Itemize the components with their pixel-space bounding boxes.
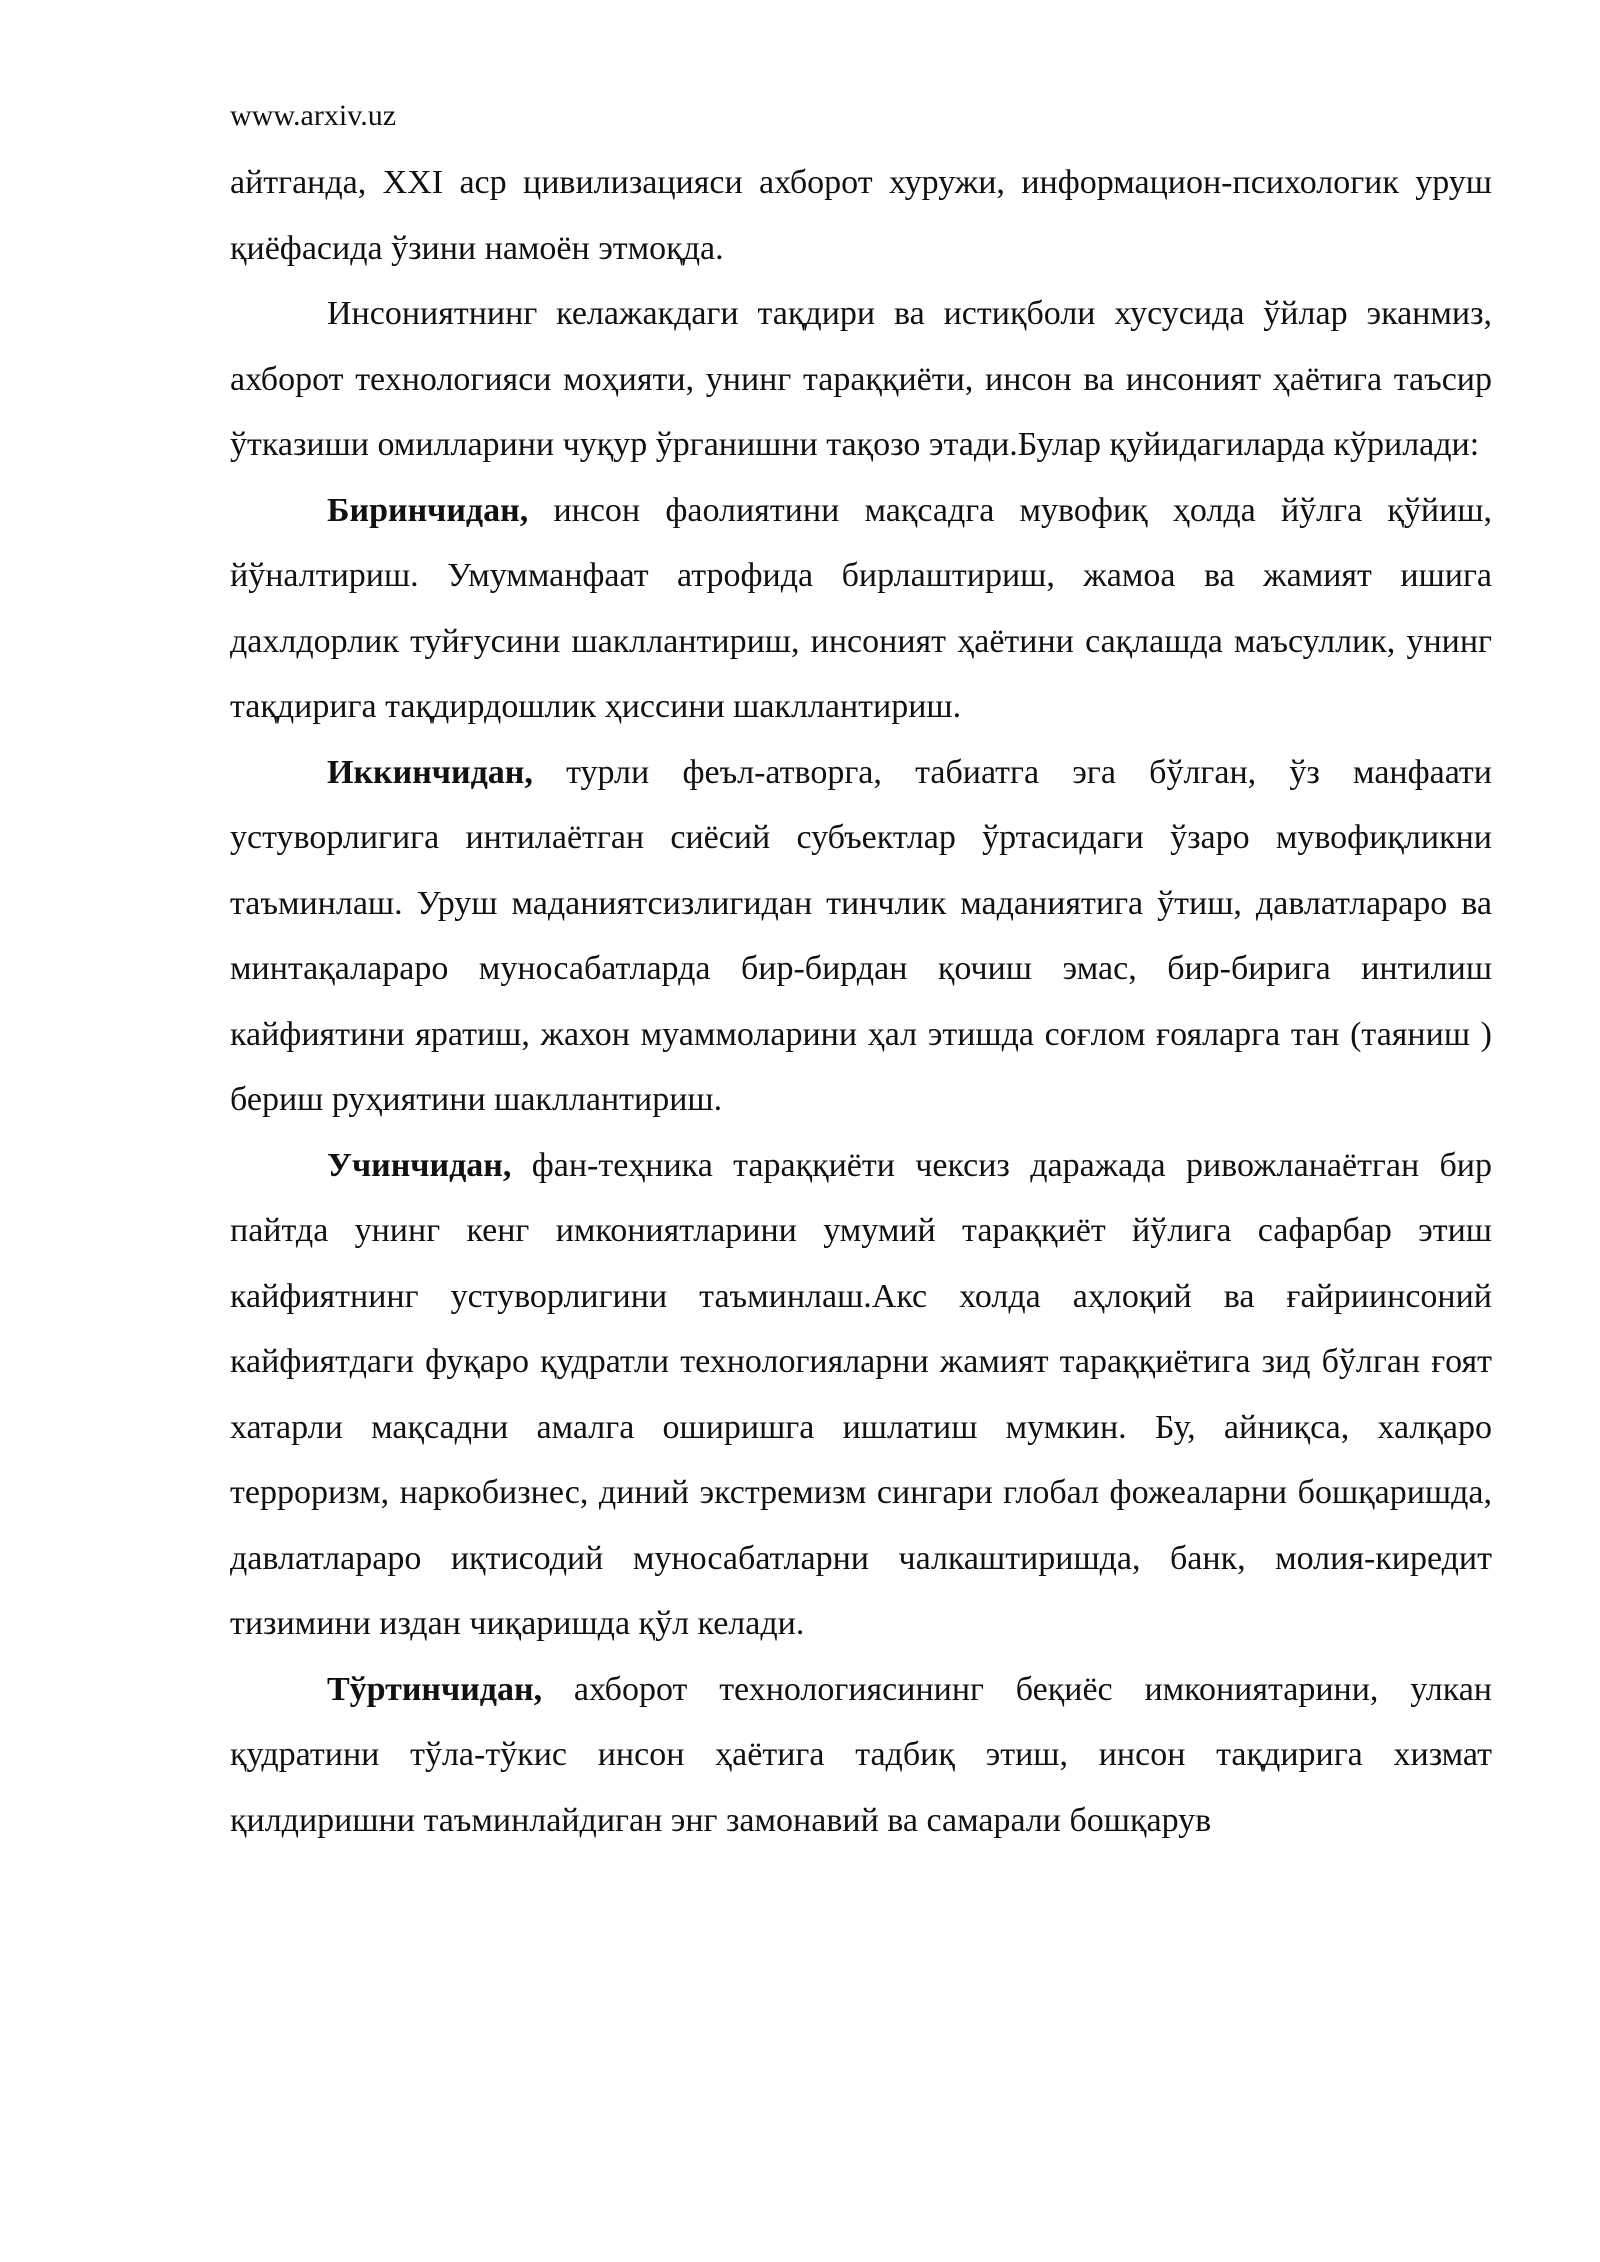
- paragraph-text: Инсониятнинг келажакдаги тақдири ва истиқболи хусусида ўйлар эканмиз, ахборот технологияси моҳияти, унинг тараққиёти, инсон ва инсоният ҳаётига таъсир ўтказиши омилларини чуқур ўрганишни тақозо этади.Булар қуйидагиларда кўрилади:: [230, 295, 1492, 463]
- paragraph-text: айтганда, XXI аср цивилизацияси ахборот хуружи, информацион-психологик уруш қиёфасида ўзини намоён этмоқда.: [230, 164, 1492, 267]
- paragraph-first: [230, 478, 1492, 740]
- paragraph-continuation: [230, 150, 1492, 281]
- paragraph-fourth: [230, 1657, 1492, 1854]
- paragraph-lead: Иккинчидан,: [327, 753, 533, 791]
- paragraph-text: ахборот технологиясининг беқиёс имкониятарини, улкан қудратини тўла-тўкис инсон ҳаётига тадбиқ этиш, инсон тақдирига хизмат қилдиришни таъминлайдиган энг замонавий ва самарали бошқарув: [230, 1670, 1492, 1839]
- paragraph-text: турли феъл-атворга, табиатга эга бўлган, ўз манфаати устуворлигига интилаётган сиёсий субъектлар ўртасидаги ўзаро мувофиқликни таъминлаш. Уруш маданиятсизлигидан тинчлик маданиятига ўтиш, давлатлараро ва минтақалараро муносабатларда бир-бирдан қочиш эмас, бир-бирига интилиш кайфиятини яратиш, жахон муаммоларини ҳал этишда соғлом ғояларга тан (таяниш ) бериш руҳиятини шакллантириш.: [230, 753, 1492, 1118]
- paragraph-lead: Биринчидан,: [327, 491, 529, 529]
- paragraph-text: фан-теҳника тараққиёти чексиз даражада ривожланаётган бир пайтда унинг кенг имкониятларини умумий тараққиёт йўлига сафарбар этиш кайфиятнинг устуворлигини таъминлаш.Акс холда аҳлоқий ва ғайриинсоний кайфиятдаги фуқаро қудратли технологияларни жамият тараққиётига зид бўлган ғоят хатарли мақсадни амалга оширишга ишлатиш мумкин. Бу, айниқса, халқаро терроризм, наркобизнес, диний экстремизм сингари глобал фожеаларни бошқаришда, давлатлараро иқтисодий муносабатларни чалкаштиришда, банк, молия-киредит тизимини издан чиқаришда қўл келади.: [230, 1146, 1492, 1642]
- paragraph-second: [230, 740, 1492, 1133]
- paragraph-intro: [230, 281, 1492, 478]
- paragraph-third: [230, 1133, 1492, 1657]
- site-header: www.arxiv.uz: [230, 99, 397, 132]
- paragraph-lead: Тўртинчидан,: [327, 1670, 543, 1708]
- document-body: [230, 150, 1492, 1853]
- paragraph-text: инсон фаолиятини мақсадга мувофиқ ҳолда йўлга қўйиш, йўналтириш. Умумманфаат атрофида бирлаштириш, жамоа ва жамият ишига дахлдорлик туйғусини шакллантириш, инсоният ҳаётини сақлашда маъсуллик, унинг тақдирига тақдирдошлик ҳиссини шакллантириш.: [230, 491, 1492, 725]
- paragraph-lead: Учинчидан,: [327, 1146, 512, 1184]
